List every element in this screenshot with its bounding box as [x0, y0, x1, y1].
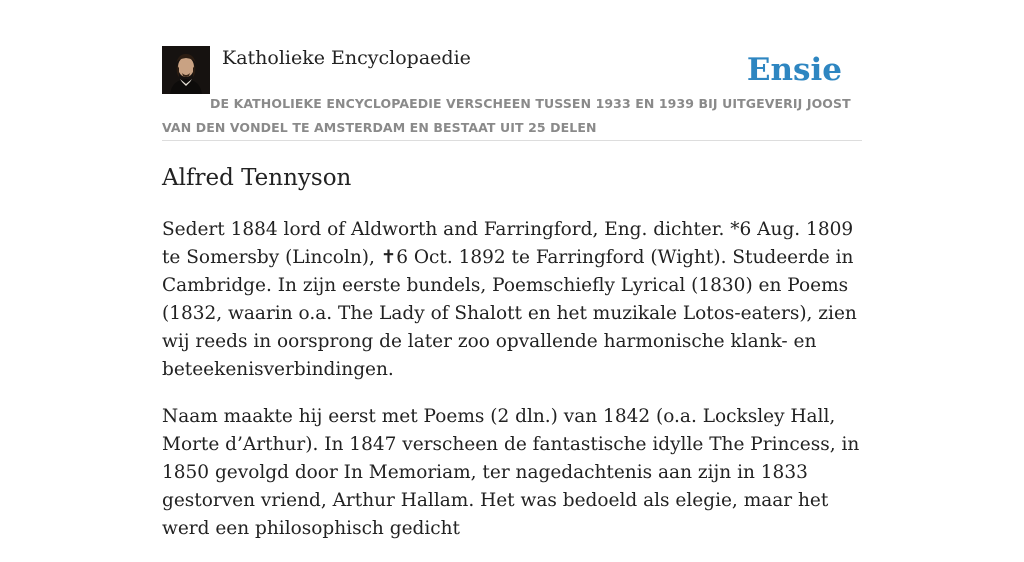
- article-paragraph-2: Naam maakte hij eerst met Poems (2 dln.) van 1842 (o.a. Locksley Hall, Morte d’Arthur). In 1847 verscheen de fantastische idylle The Princess, in 1850 gevolgd door In Memoriam, ter nagedachtenis aan zijn in 1833 gestorven vriend, Arthur Hallam. Het was bedoeld als elegie, maar het werd een philosophisch gedicht: [162, 406, 860, 539]
- article-body: [162, 216, 862, 562]
- article-title: Alfred Tennyson: [162, 165, 352, 191]
- ensie-logo-link[interactable]: Ensie: [746, 52, 842, 88]
- article-paragraph-1: Sedert 1884 lord of Aldworth and Farringford, Eng. dichter. *6 Aug. 1809 te Somersby (Lincoln), ✝6 Oct. 1892 te Farringford (Wight). Studeerde in Cambridge. In zijn eerste bundels, Poemschiefly Lyrical (1830) en Poems (1832, waarin o.a. The Lady of Shalott en het muzikale Lotos-eaters), zien wij reeds in oorsprong de later zoo opvallende harmonische klank- en beteekenisverbindingen.: [162, 219, 857, 380]
- site-tagline: DE KATHOLIEKE ENCYCLOPAEDIE VERSCHEEN TUSSEN 1933 EN 1939 BIJ UITGEVERIJ JOOST VAN DEN VONDEL TE AMSTERDAM EN BESTAAT UIT 25 DELEN: [162, 96, 851, 135]
- portrait-icon: [162, 46, 210, 94]
- site-header: [162, 46, 862, 141]
- portrait-avatar[interactable]: [162, 46, 210, 94]
- site-title[interactable]: Katholieke Encyclopaedie: [222, 47, 471, 69]
